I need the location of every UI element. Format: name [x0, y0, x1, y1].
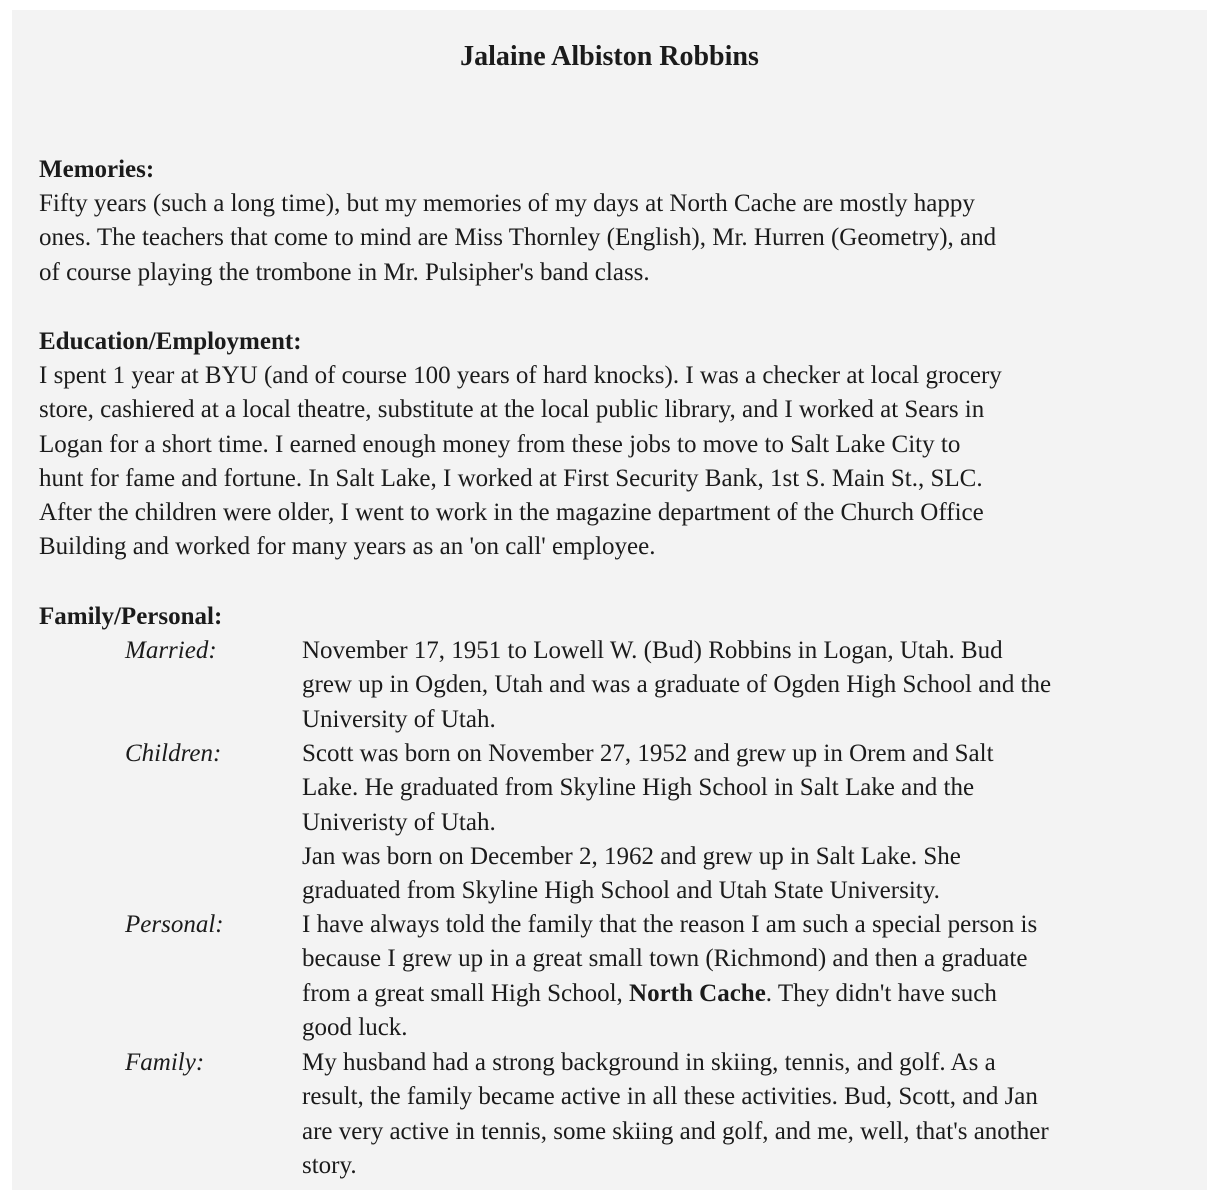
personal-text	[302, 908, 1202, 1045]
married-line: November 17, 1951 to Lowell W. (Bud) Robbins in Logan, Utah. Bud	[302, 637, 1003, 664]
children-line: Univeristy of Utah.	[302, 808, 496, 836]
education-line: I spent 1 year at BYU (and of course 100 years of hard knocks). I was a checker at local grocery	[39, 362, 1002, 389]
family-line: My husband had a strong background in skiing, tennis, and golf. As a	[302, 1049, 996, 1076]
personal-line-text: from a great small High School,	[302, 979, 630, 1007]
children-text	[302, 737, 1202, 908]
personal-line: good luck.	[302, 1013, 408, 1041]
married-text	[302, 634, 1202, 737]
education-line: Building and worked for many years as an 'on call' employee.	[39, 533, 656, 561]
married-label: Married:	[125, 637, 217, 664]
document-page	[12, 10, 1207, 1190]
education-paragraph	[39, 359, 1199, 565]
page-title: Jalaine Albiston Robbins	[460, 41, 759, 72]
memories-line: of course playing the trombone in Mr. Pulsipher's band class.	[39, 258, 650, 286]
personal-line-text: . They didn't have such	[765, 979, 997, 1007]
family-personal-heading: Family/Personal:	[39, 603, 223, 630]
school-name-bold: North Cache	[629, 979, 766, 1007]
family-text	[302, 1046, 1202, 1183]
personal-label: Personal:	[125, 911, 224, 938]
family-line: result, the family became active in all these activities. Bud, Scott, and Jan	[302, 1083, 1038, 1111]
family-line: are very active in tennis, some skiing and golf, and me, well, that's another	[302, 1117, 1049, 1145]
education-line: store, cashiered at a local theatre, substitute at the local public library, and I worked at Sears in	[39, 396, 985, 424]
children-line: graduated from Skyline High School and Utah State University.	[302, 877, 940, 905]
personal-line: because I grew up in a great small town (Richmond) and then a graduate	[302, 945, 1028, 973]
married-line: University of Utah.	[302, 705, 496, 733]
children-line: Jan was born on December 2, 1962 and grew up in Salt Lake. She	[302, 842, 961, 870]
education-heading: Education/Employment:	[39, 328, 302, 355]
personal-line: I have always told the family that the reason I am such a special person is	[302, 911, 1038, 938]
married-line: grew up in Ogden, Utah and was a graduate of Ogden High School and the	[302, 671, 1052, 699]
memories-heading: Memories:	[39, 156, 155, 183]
memories-line: ones. The teachers that come to mind are Miss Thornley (English), Mr. Hurren (Geometry), and	[39, 224, 997, 252]
education-line: Logan for a short time. I earned enough money from these jobs to move to Salt Lake City to	[39, 430, 961, 458]
children-line: Scott was born on November 27, 1952 and grew up in Orem and Salt	[302, 740, 994, 767]
memories-line: Fifty years (such a long time), but my memories of my days at North Cache are mostly happy	[39, 190, 975, 217]
family-line: story.	[302, 1151, 357, 1179]
children-line: Lake. He graduated from Skyline High School in Salt Lake and the	[302, 774, 975, 802]
education-line: After the children were older, I went to work in the magazine department of the Church Office	[39, 499, 984, 527]
personal-line	[302, 977, 1202, 1011]
family-label: Family:	[125, 1049, 205, 1076]
education-line: hunt for fame and fortune. In Salt Lake, I worked at First Security Bank, 1st S. Main St., SLC.	[39, 464, 983, 492]
memories-paragraph	[39, 187, 1199, 290]
children-label: Children:	[125, 740, 222, 767]
